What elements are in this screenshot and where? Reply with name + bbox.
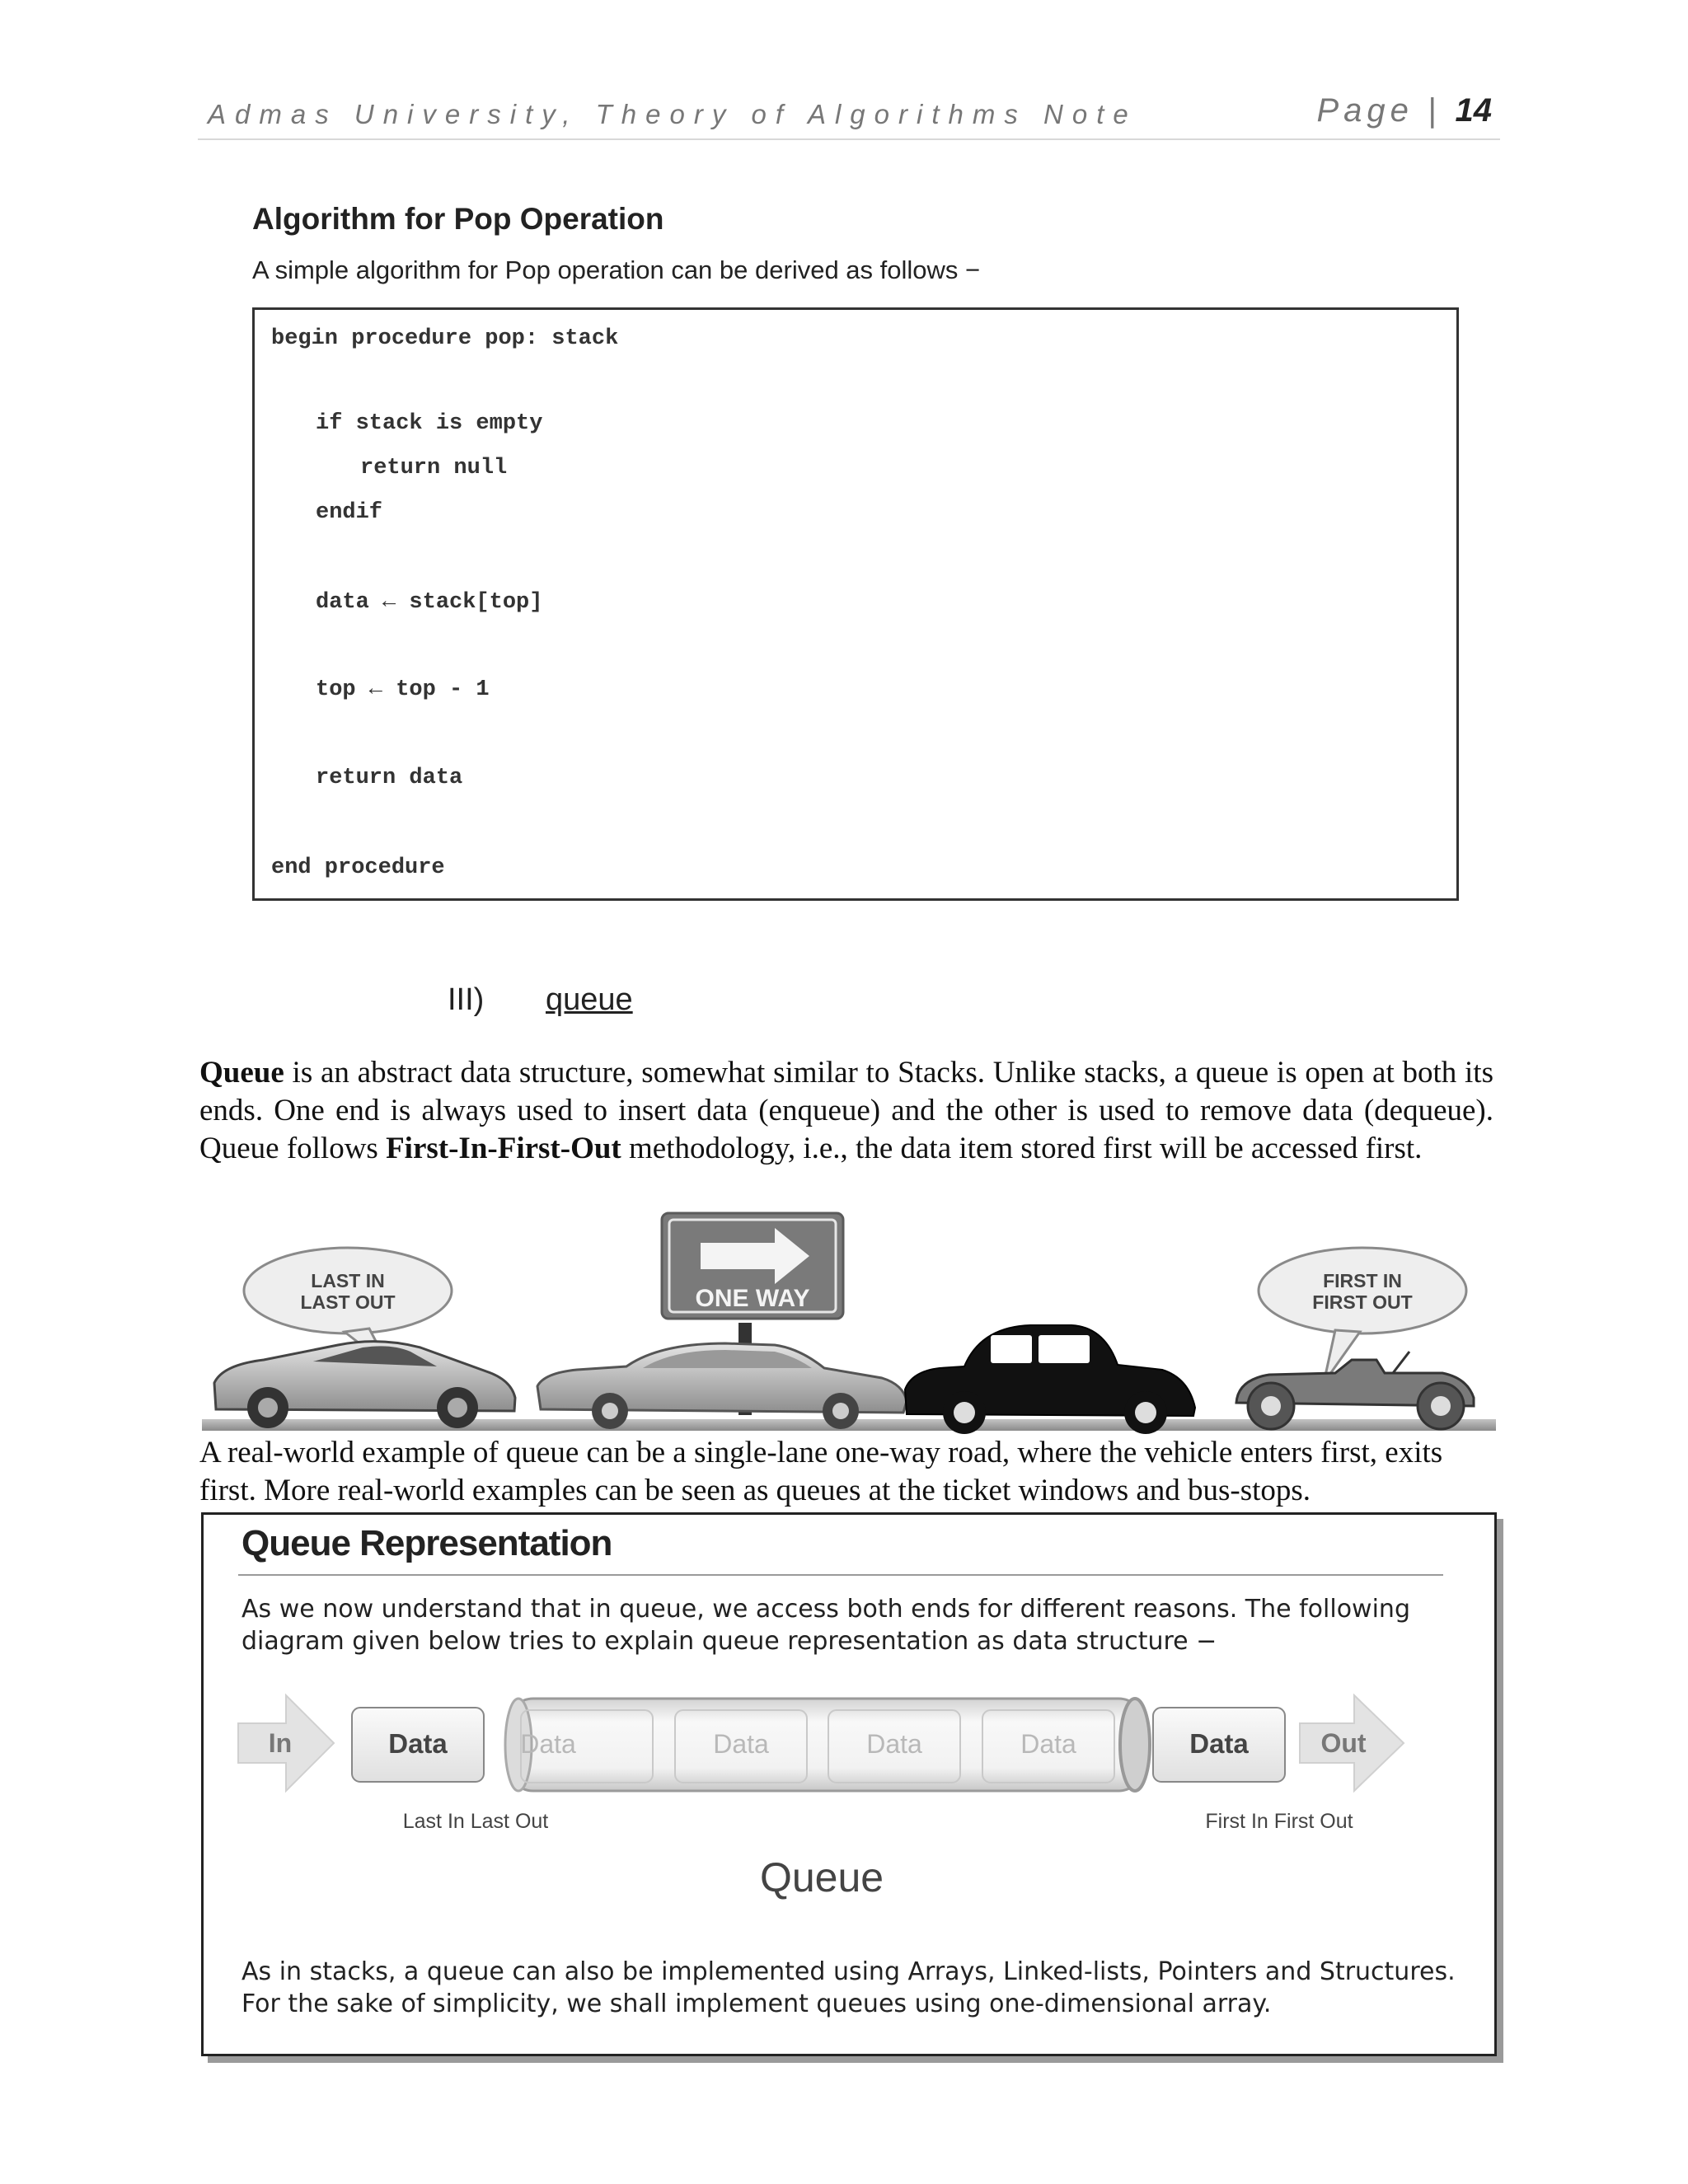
queue-representation-outro: As in stacks, a queue can also be implemented using Arrays, Linked-lists, Pointers and Structures. For the sake of simplicity, we shall implement queues using one-dimensional array. <box>241 1957 1456 2018</box>
out-arrow-icon <box>1300 1695 1404 1791</box>
data-box <box>1153 1708 1285 1782</box>
pop-algorithm-title: Algorithm for Pop Operation <box>252 202 664 236</box>
data-label: Data <box>388 1728 448 1759</box>
section-number: III) <box>448 982 485 1017</box>
bubble-right-line2: FIRST OUT <box>1312 1291 1413 1313</box>
sports-car-image <box>214 1342 515 1428</box>
page-label: Page | <box>1316 92 1442 129</box>
queue-representation-intro: As we now understand that in queue, we access both ends for different reasons. The following diagram given below tries to explain queue representation as data structure − <box>241 1595 1410 1656</box>
pop-code-block <box>252 307 1459 901</box>
data-label: Data <box>520 1729 576 1759</box>
page-header <box>198 92 1500 140</box>
bubble-right-line1: FIRST IN <box>1323 1270 1402 1291</box>
code-line: end procedure <box>271 855 445 880</box>
in-label: In <box>268 1728 293 1758</box>
data-label: Data <box>1020 1729 1076 1759</box>
queue-term: Queue <box>199 1056 284 1090</box>
queue-diagram <box>237 1692 1473 1939</box>
sign-label: ONE WAY <box>695 1285 810 1312</box>
code-line: return data <box>316 766 463 790</box>
bubble-left-line2: LAST OUT <box>300 1291 396 1313</box>
code-line: if stack is empty <box>316 411 543 436</box>
code-line: top ← top - 1 <box>316 677 490 702</box>
queue-representation-title: Queue Representation <box>241 1523 612 1563</box>
code-line: endif <box>316 500 383 525</box>
queue-representation-box <box>201 1512 1497 2056</box>
one-way-road-illustration <box>198 1203 1500 1434</box>
data-label: Data <box>1189 1728 1249 1759</box>
out-label: Out <box>1320 1728 1367 1758</box>
paragraph-text: is an abstract data structure, somewhat similar to Stacks. Unlike stacks, a queue is open at both its ends. One end is always used to insert data (enqueue) and the other is used to remove data (dequeue). Queue follows <box>199 1056 1493 1165</box>
fifo-term: First-In-First-Out <box>386 1132 621 1165</box>
last-in-last-out-caption: Last In Last Out <box>402 1810 549 1833</box>
code-line: begin procedure pop: stack <box>271 326 619 351</box>
queue-tube <box>505 1699 1150 1791</box>
first-in-first-out-caption: First In First Out <box>1205 1810 1353 1833</box>
page-number: 14 <box>1455 92 1492 129</box>
vintage-car-image <box>1236 1352 1474 1429</box>
pop-algorithm-intro: A simple algorithm for Pop operation can be derived as follows − <box>252 255 981 284</box>
paragraph-text: methodology, i.e., the data item stored first will be accessed first. <box>621 1132 1423 1165</box>
title-divider <box>238 1574 1443 1576</box>
sedan-car-image <box>537 1343 907 1429</box>
data-box <box>352 1708 484 1782</box>
data-label: Data <box>713 1729 769 1759</box>
code-line: return null <box>360 456 508 480</box>
code-line: data ← stack[top] <box>316 590 543 615</box>
queue-center-label: Queue <box>759 1854 884 1900</box>
data-label: Data <box>866 1729 922 1759</box>
header-title: Admas University, Theory of Algorithms Note <box>208 99 1137 129</box>
section-title: queue <box>546 982 633 1017</box>
queue-definition-paragraph <box>199 1054 1493 1168</box>
classic-car-image <box>905 1325 1195 1434</box>
bubble-left-line1: LAST IN <box>311 1270 385 1291</box>
real-world-example-paragraph: A real-world example of queue can be a single-lane one-way road, where the vehicle enters first, exits first. More real-world examples can be seen as queues at the ticket windows and bus-stops. <box>199 1436 1443 1507</box>
in-arrow-icon <box>238 1695 334 1791</box>
header-page <box>1316 92 1492 129</box>
